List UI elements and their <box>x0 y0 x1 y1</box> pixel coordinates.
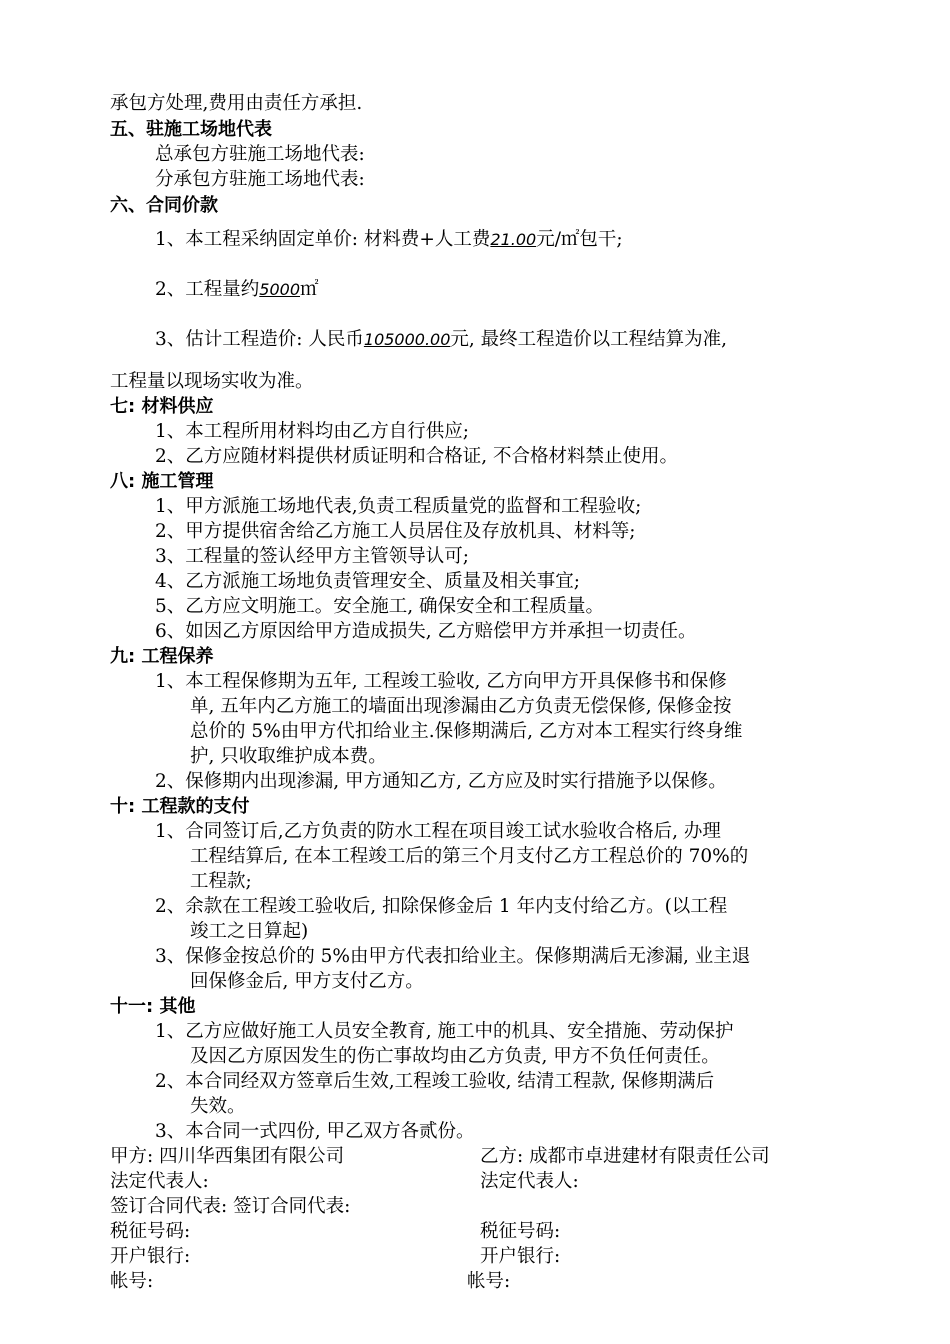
mgmt-item-5: 5、乙方应文明施工。安全施工, 确保安全和工程质量。 <box>155 596 605 617</box>
quantity-value: 5000 <box>259 280 300 299</box>
party-b-legal-rep: 法定代表人: <box>480 1171 579 1192</box>
site-rep-general: 总承包方驻施工场地代表: <box>155 144 365 165</box>
price-item-1-text: 1、本工程采纳固定单价: 材料费+人工费 <box>155 229 491 250</box>
other-item-1-line-2: 及因乙方原因发生的伤亡事故均由乙方负责, 甲方不负任何责任。 <box>190 1046 720 1067</box>
section-5-heading: 五、驻施工场地代表 <box>110 119 272 140</box>
party-a-bank: 开户银行: <box>110 1246 191 1267</box>
payment-item-3-line-2: 回保修金后, 甲方支付乙方。 <box>190 971 424 992</box>
payment-item-1-line-3: 工程款; <box>190 871 252 892</box>
material-item-1: 1、本工程所用材料均由乙方自行供应; <box>155 421 470 442</box>
payment-item-2-line-1: 2、余款在工程竣工验收后, 扣除保修金后 1 年内支付给乙方。(以工程 <box>155 896 728 917</box>
other-item-1-line-1: 1、乙方应做好施工人员安全教育, 施工中的机具、安全措施、劳动保护 <box>155 1021 734 1042</box>
payment-item-3-line-1: 3、保修金按总价的 5%由甲方代表扣给业主。保修期满后无渗漏, 业主退 <box>155 946 751 967</box>
other-item-3: 3、本合同一式四份, 甲乙双方各贰份。 <box>155 1121 475 1142</box>
price-item-3 <box>155 328 727 352</box>
payment-item-1-line-2: 工程结算后, 在本工程竣工后的第三个月支付乙方工程总价的 70%的 <box>190 846 749 867</box>
price-item-3-text: 3、估计工程造价: 人民币 <box>155 329 364 350</box>
warranty-item-1-line-4: 护, 只收取维护成本费。 <box>190 746 387 767</box>
section-10-heading: 十: 工程款的支付 <box>110 796 250 817</box>
warranty-item-1-line-3: 总价的 5%由甲方代扣给业主.保修期满后, 乙方对本工程实行终身维 <box>190 721 743 742</box>
total-price-value: 105000.00 <box>363 330 451 349</box>
mgmt-item-3: 3、工程量的签认经甲方主管领导认可; <box>155 546 470 567</box>
party-a-legal-rep: 法定代表人: <box>110 1171 209 1192</box>
section-8-heading: 八: 施工管理 <box>110 471 214 492</box>
warranty-item-1-line-1: 1、本工程保修期为五年, 工程竣工验收, 乙方向甲方开具保修书和保修 <box>155 671 727 692</box>
unit-price-value: 21.00 <box>490 230 537 249</box>
mgmt-item-2: 2、甲方提供宿舍给乙方施工人员居住及存放机具、材料等; <box>155 521 636 542</box>
party-a-name: 甲方: 四川华西集团有限公司 <box>110 1146 345 1167</box>
price-item-3-cont: 工程量以现场实收为准。 <box>110 371 314 392</box>
other-item-2-line-1: 2、本合同经双方签章后生效,工程竣工验收, 结清工程款, 保修期满后 <box>155 1071 715 1092</box>
party-a-tax-id: 税征号码: <box>110 1221 191 1242</box>
section-11-heading: 十一: 其他 <box>110 996 196 1017</box>
section-7-heading: 七: 材料供应 <box>110 396 214 417</box>
warranty-item-1-line-2: 单, 五年内乙方施工的墙面出现渗漏由乙方负责无偿保修, 保修金按 <box>190 696 732 717</box>
other-item-2-line-2: 失效。 <box>190 1096 246 1117</box>
price-item-1 <box>155 228 623 252</box>
price-item-2 <box>155 278 319 302</box>
price-item-2-tail: ㎡ <box>300 279 319 300</box>
payment-item-1-line-1: 1、合同签订后,乙方负责的防水工程在项目竣工试水验收合格后, 办理 <box>155 821 721 842</box>
mgmt-item-4: 4、乙方派施工场地负责管理安全、质量及相关事宜; <box>155 571 581 592</box>
party-b-tax-id: 税征号码: <box>480 1221 561 1242</box>
material-item-2: 2、乙方应随材料提供材质证明和合格证, 不合格材料禁止使用。 <box>155 446 679 467</box>
party-b-account: 帐号: <box>467 1271 511 1292</box>
party-b-bank: 开户银行: <box>480 1246 561 1267</box>
site-rep-sub: 分承包方驻施工场地代表: <box>155 169 365 190</box>
price-item-3-tail: 元, 最终工程造价以工程结算为准, <box>450 329 728 350</box>
contract-reps: 签订合同代表: 签订合同代表: <box>110 1196 351 1217</box>
mgmt-item-6: 6、如因乙方原因给甲方造成损失, 乙方赔偿甲方并承担一切责任。 <box>155 621 697 642</box>
party-b-name: 乙方: 成都市卓进建材有限责任公司 <box>480 1146 770 1167</box>
section-6-heading: 六、合同价款 <box>110 195 218 216</box>
continuation-line: 承包方处理,费用由责任方承担. <box>110 93 363 114</box>
mgmt-item-1: 1、甲方派施工场地代表,负责工程质量党的监督和工程验收; <box>155 496 642 517</box>
price-item-1-tail: 元/㎡包干; <box>536 229 623 250</box>
warranty-item-2: 2、保修期内出现渗漏, 甲方通知乙方, 乙方应及时实行措施予以保修。 <box>155 771 727 792</box>
payment-item-2-line-2: 竣工之日算起) <box>190 921 309 942</box>
price-item-2-text: 2、工程量约 <box>155 279 260 300</box>
party-a-account: 帐号: <box>110 1271 154 1292</box>
section-9-heading: 九: 工程保养 <box>110 646 214 667</box>
